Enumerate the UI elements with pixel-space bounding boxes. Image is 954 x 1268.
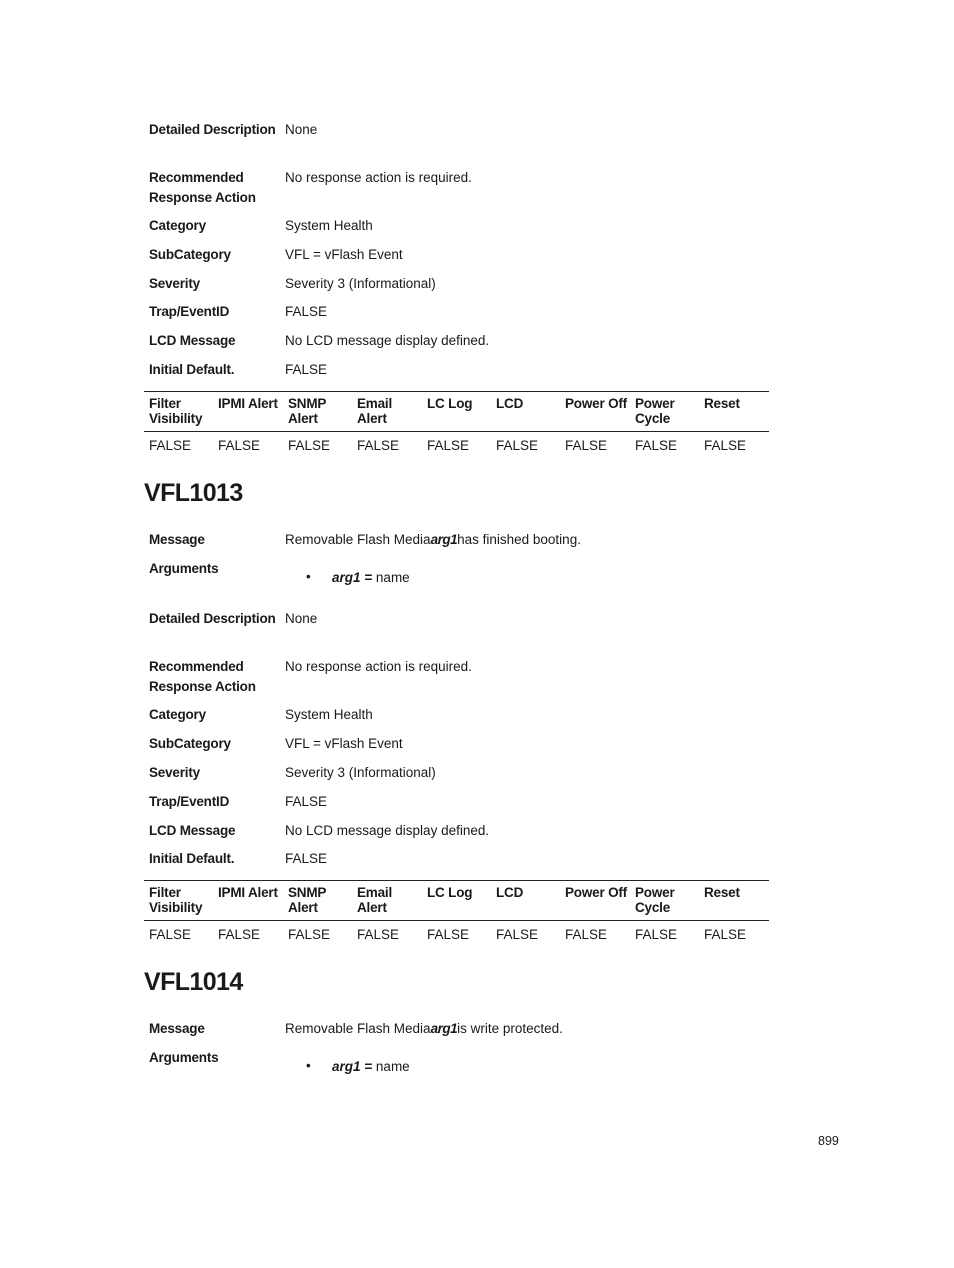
table-cell: FALSE: [149, 927, 192, 942]
initial-default-value: FALSE: [285, 362, 328, 377]
header-lc-log: LC Log: [427, 885, 473, 900]
table-cell: FALSE: [288, 438, 331, 453]
header-email-alert: Email Alert: [357, 396, 393, 426]
header-ipmi-alert: IPMI Alert: [218, 396, 278, 411]
message-value: Removable Flash Mediaarg1is write protected.: [285, 1021, 563, 1036]
argument-name: arg1 =: [332, 570, 373, 585]
detailed-description-label: Detailed Description: [149, 122, 276, 137]
header-reset: Reset: [704, 885, 740, 900]
recommended-action-value: No response action is required.: [285, 170, 472, 185]
message-value: Removable Flash Mediaarg1has finished booting.: [285, 532, 581, 547]
bullet-icon: •: [306, 1058, 311, 1073]
table-cell: FALSE: [427, 438, 470, 453]
table-cell: FALSE: [496, 927, 539, 942]
section-heading-vfl1014: VFL1014: [144, 968, 243, 996]
category-value: System Health: [285, 218, 373, 233]
message-label: Message: [149, 1021, 205, 1036]
message-label: Message: [149, 532, 205, 547]
table-cell: FALSE: [288, 927, 331, 942]
page-number: 899: [818, 1134, 839, 1148]
recommended-action-label: Recommended Response Action: [149, 170, 256, 205]
lcd-message-label: LCD Message: [149, 333, 236, 348]
argument-value: name: [375, 1059, 410, 1074]
header-power-cycle: Power Cycle: [635, 885, 675, 915]
header-lcd: LCD: [496, 396, 524, 411]
severity-value: Severity 3 (Informational): [285, 765, 436, 780]
argument-name: arg1 =: [332, 1059, 373, 1074]
header-lc-log: LC Log: [427, 396, 473, 411]
subcategory-label: SubCategory: [149, 247, 231, 262]
initial-default-label: Initial Default.: [149, 851, 235, 866]
arguments-label: Arguments: [149, 561, 219, 576]
trap-value: FALSE: [285, 304, 328, 319]
table-cell: FALSE: [565, 438, 608, 453]
table-top-rule: [144, 880, 769, 881]
initial-default-label: Initial Default.: [149, 362, 235, 377]
section-heading-vfl1013: VFL1013: [144, 479, 243, 507]
category-label: Category: [149, 707, 206, 722]
header-snmp-alert: SNMP Alert: [288, 396, 327, 426]
subcategory-value: VFL = vFlash Event: [285, 247, 403, 262]
severity-value: Severity 3 (Informational): [285, 276, 436, 291]
header-reset: Reset: [704, 396, 740, 411]
table-cell: FALSE: [218, 438, 261, 453]
header-power-off: Power Off: [565, 396, 627, 411]
severity-label: Severity: [149, 276, 200, 291]
arguments-label: Arguments: [149, 1050, 219, 1065]
table-cell: FALSE: [357, 438, 400, 453]
table-cell: FALSE: [427, 927, 470, 942]
trap-label: Trap/EventID: [149, 794, 230, 809]
detailed-description-label: Detailed Description: [149, 611, 276, 626]
table-cell: FALSE: [704, 927, 747, 942]
header-filter-visibility: Filter Visibility: [149, 885, 203, 915]
argument-value: name: [375, 570, 410, 585]
recommended-action-label: Recommended Response Action: [149, 659, 256, 694]
header-power-cycle: Power Cycle: [635, 396, 675, 426]
table-cell: FALSE: [704, 438, 747, 453]
subcategory-value: VFL = vFlash Event: [285, 736, 403, 751]
initial-default-value: FALSE: [285, 851, 328, 866]
lcd-message-label: LCD Message: [149, 823, 236, 838]
bullet-icon: •: [306, 569, 311, 584]
header-ipmi-alert: IPMI Alert: [218, 885, 278, 900]
table-header-rule: [144, 431, 769, 432]
table-cell: FALSE: [357, 927, 400, 942]
header-power-off: Power Off: [565, 885, 627, 900]
detailed-description-value: None: [285, 611, 318, 626]
header-filter-visibility: Filter Visibility: [149, 396, 203, 426]
subcategory-label: SubCategory: [149, 736, 231, 751]
table-cell: FALSE: [635, 438, 678, 453]
lcd-message-value: No LCD message display defined.: [285, 333, 490, 348]
header-email-alert: Email Alert: [357, 885, 393, 915]
header-lcd: LCD: [496, 885, 524, 900]
category-value: System Health: [285, 707, 373, 722]
header-snmp-alert: SNMP Alert: [288, 885, 327, 915]
category-label: Category: [149, 218, 206, 233]
trap-label: Trap/EventID: [149, 304, 230, 319]
table-header-rule: [144, 920, 769, 921]
table-cell: FALSE: [149, 438, 192, 453]
trap-value: FALSE: [285, 794, 328, 809]
table-top-rule: [144, 391, 769, 392]
table-cell: FALSE: [565, 927, 608, 942]
detailed-description-value: None: [285, 122, 318, 137]
table-cell: FALSE: [218, 927, 261, 942]
severity-label: Severity: [149, 765, 200, 780]
table-cell: FALSE: [635, 927, 678, 942]
lcd-message-value: No LCD message display defined.: [285, 823, 490, 838]
table-cell: FALSE: [496, 438, 539, 453]
recommended-action-value: No response action is required.: [285, 659, 472, 674]
